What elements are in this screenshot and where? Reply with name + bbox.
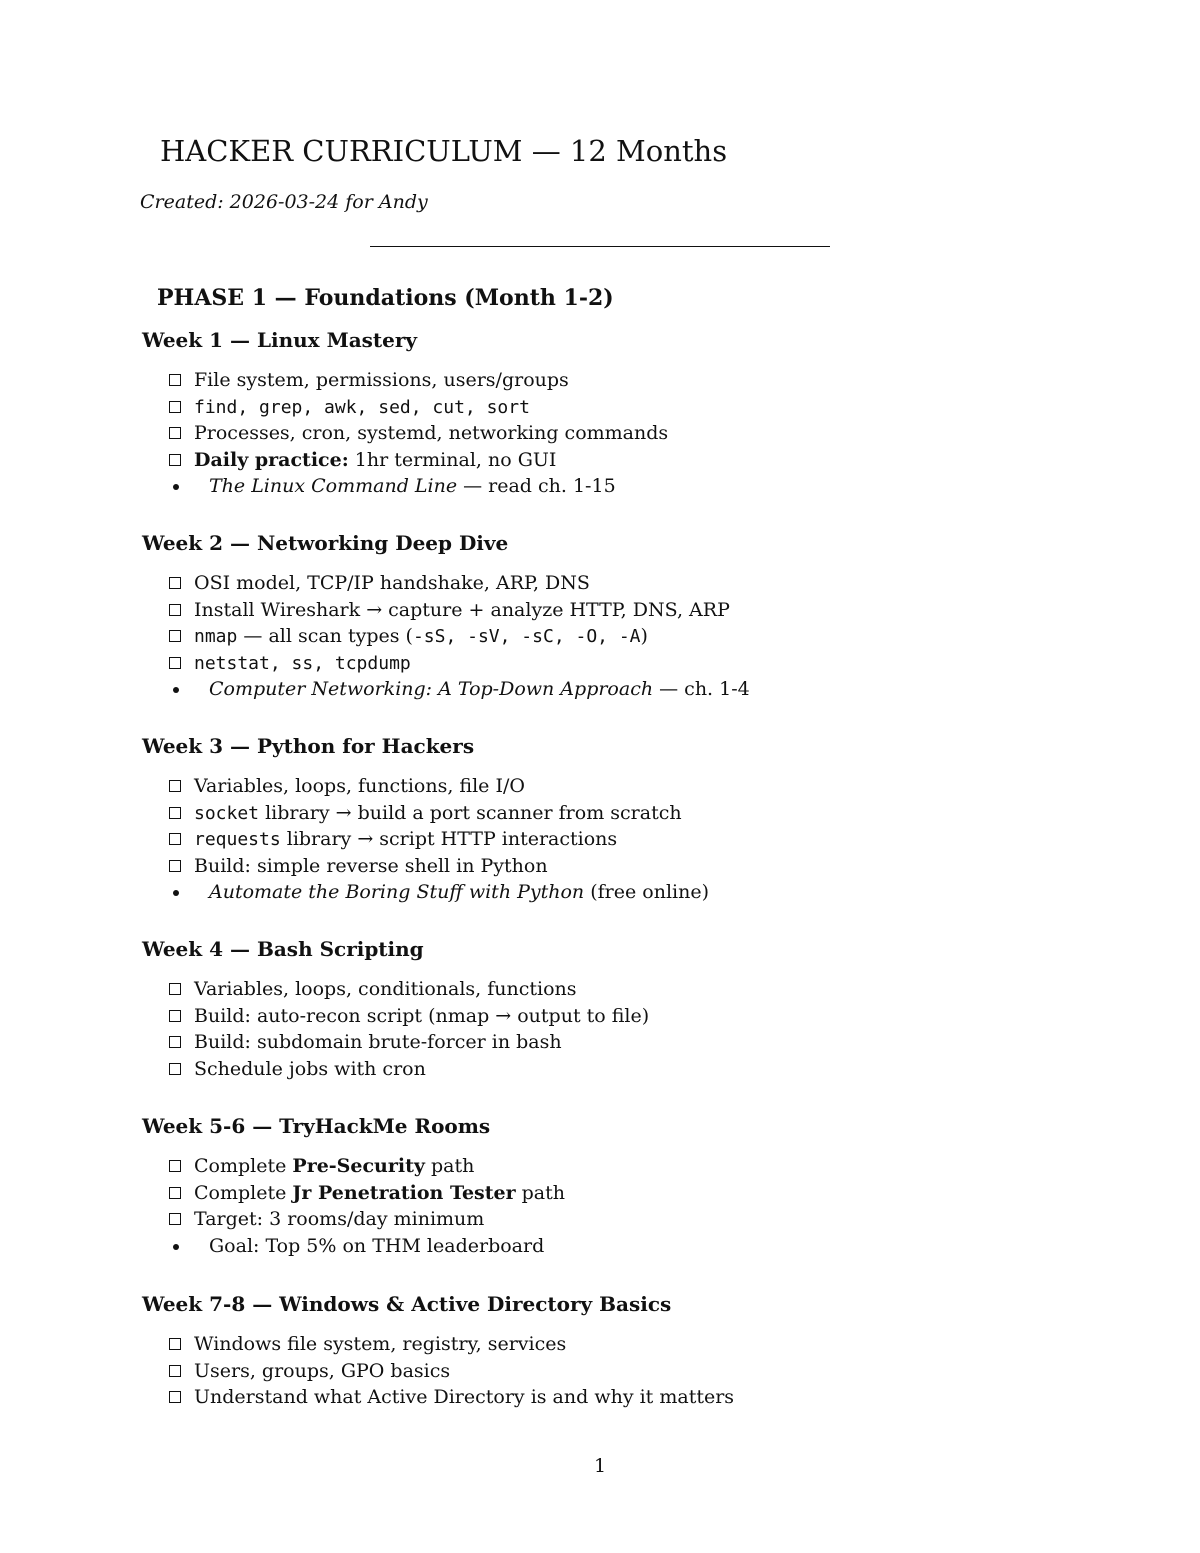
checklist-item: Variables, loops, functions, file I/O xyxy=(142,773,1142,800)
checkbox-icon[interactable] xyxy=(169,1063,181,1075)
week-7-8-section xyxy=(142,1292,1142,1411)
checklist-item: Processes, cron, systemd, networking commands xyxy=(142,420,1142,447)
checkbox-icon[interactable] xyxy=(169,1036,181,1048)
week-1-section xyxy=(142,328,1142,500)
checkbox-icon[interactable] xyxy=(169,1338,181,1350)
checklist-item: socket library → build a port scanner from scratch xyxy=(142,800,1142,827)
week-heading: Week 7-8 — Windows & Active Directory Basics xyxy=(142,1292,672,1316)
week-5-6-section xyxy=(142,1114,1142,1259)
checklist-item: Windows file system, registry, services xyxy=(142,1331,1142,1358)
document-title: HACKER CURRICULUM — 12 Months xyxy=(160,134,728,168)
checklist-item: find, grep, awk, sed, cut, sort xyxy=(142,394,1142,421)
checklist-item: Variables, loops, conditionals, functions xyxy=(142,976,1142,1003)
checkbox-icon[interactable] xyxy=(169,860,181,872)
checkbox-icon[interactable] xyxy=(169,983,181,995)
checkbox-icon[interactable] xyxy=(169,1160,181,1172)
checkbox-icon[interactable] xyxy=(169,374,181,386)
book-item: Computer Networking: A Top-Down Approach — ch. 1-4 xyxy=(142,676,1142,703)
book-item: The Linux Command Line — read ch. 1-15 xyxy=(142,473,1142,500)
week-2-section xyxy=(142,531,1142,703)
checklist-item: Build: auto-recon script (nmap → output to file) xyxy=(142,1003,1142,1030)
checkbox-icon[interactable] xyxy=(169,1213,181,1225)
checklist-item: netstat, ss, tcpdump xyxy=(142,650,1142,677)
week-heading: Week 1 — Linux Mastery xyxy=(142,328,418,352)
checkbox-icon[interactable] xyxy=(169,604,181,616)
checkbox-icon[interactable] xyxy=(169,630,181,642)
week-heading: Week 3 — Python for Hackers xyxy=(142,734,475,758)
book-item: Automate the Boring Stuff with Python (free online) xyxy=(142,879,1142,906)
bullet-icon xyxy=(173,484,179,490)
checklist-item: Complete Jr Penetration Tester path xyxy=(142,1180,1142,1207)
checklist-item: Schedule jobs with cron xyxy=(142,1056,1142,1083)
checklist-item: Daily practice: 1hr terminal, no GUI xyxy=(142,447,1142,474)
checklist-item: Understand what Active Directory is and why it matters xyxy=(142,1384,1142,1411)
checkbox-icon[interactable] xyxy=(169,657,181,669)
checkbox-icon[interactable] xyxy=(169,1391,181,1403)
week-3-section xyxy=(142,734,1142,906)
checkbox-icon[interactable] xyxy=(169,1187,181,1199)
week-heading: Week 4 — Bash Scripting xyxy=(142,937,424,961)
page-number: 1 xyxy=(593,1455,607,1477)
checkbox-icon[interactable] xyxy=(169,833,181,845)
week-4-section xyxy=(142,937,1142,1082)
checklist-item: File system, permissions, users/groups xyxy=(142,367,1142,394)
checkbox-icon[interactable] xyxy=(169,454,181,466)
phase-heading: PHASE 1 — Foundations (Month 1-2) xyxy=(157,285,614,311)
checklist-item: Target: 3 rooms/day minimum xyxy=(142,1206,1142,1233)
checkbox-icon[interactable] xyxy=(169,807,181,819)
created-line: Created: 2026-03-24 for Andy xyxy=(140,191,428,213)
checkbox-icon[interactable] xyxy=(169,1010,181,1022)
checkbox-icon[interactable] xyxy=(169,780,181,792)
checklist-item: requests library → script HTTP interactions xyxy=(142,826,1142,853)
goal-item: Goal: Top 5% on THM leaderboard xyxy=(142,1233,1142,1260)
bullet-icon xyxy=(173,1244,179,1250)
checklist-item: Install Wireshark → capture + analyze HTTP, DNS, ARP xyxy=(142,597,1142,624)
checkbox-icon[interactable] xyxy=(169,427,181,439)
checklist-item: Users, groups, GPO basics xyxy=(142,1358,1142,1385)
checkbox-icon[interactable] xyxy=(169,577,181,589)
checklist-item: Complete Pre-Security path xyxy=(142,1153,1142,1180)
checkbox-icon[interactable] xyxy=(169,401,181,413)
checkbox-icon[interactable] xyxy=(169,1365,181,1377)
checklist-item: Build: subdomain brute-forcer in bash xyxy=(142,1029,1142,1056)
week-heading: Week 2 — Networking Deep Dive xyxy=(142,531,509,555)
week-heading: Week 5-6 — TryHackMe Rooms xyxy=(142,1114,491,1138)
checklist-item: OSI model, TCP/IP handshake, ARP, DNS xyxy=(142,570,1142,597)
bullet-icon xyxy=(173,687,179,693)
checklist-item: nmap — all scan types (-sS, -sV, -sC, -O, -A) xyxy=(142,623,1142,650)
horizontal-rule xyxy=(370,246,830,247)
bullet-icon xyxy=(173,890,179,896)
checklist-item: Build: simple reverse shell in Python xyxy=(142,853,1142,880)
